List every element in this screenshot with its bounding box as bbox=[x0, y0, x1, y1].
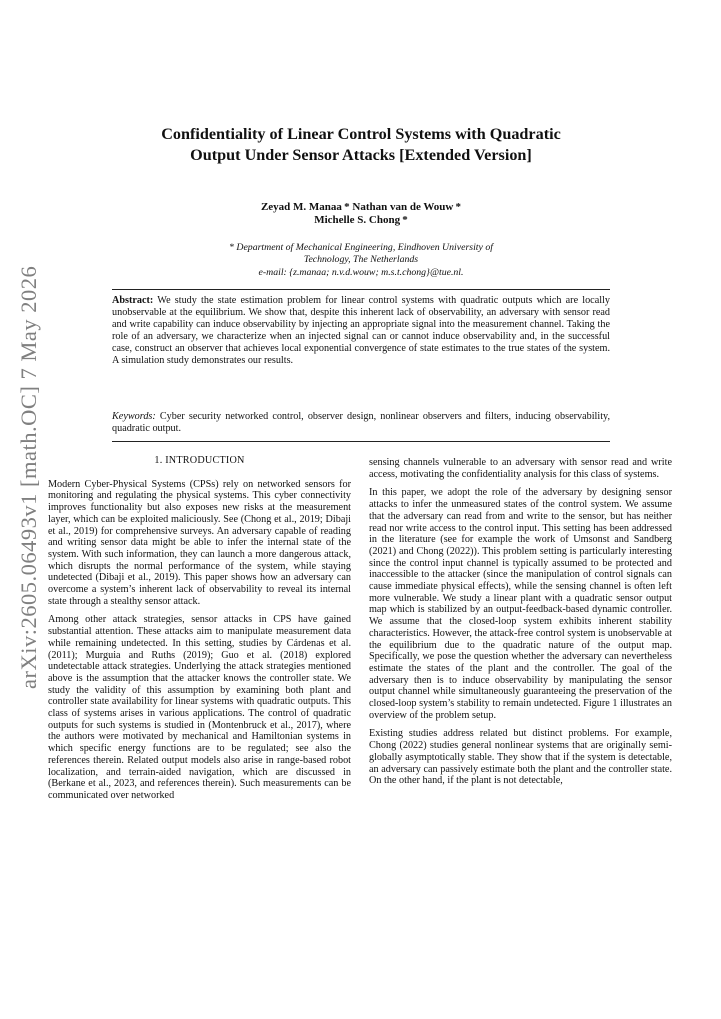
paragraph: Existing studies address related but distinct problems. For example, Chong (2022) studies general nonlinear systems that are originally semi-globally asymptotically stable. They show that if the system is detectable, an adversary can passively estimate both the plant and the controller state. On the other hand, if the plant is not detectable, bbox=[369, 728, 672, 787]
abstract-text: We study the state estimation problem for linear control systems with quadratic outputs which are locally unobservable at the equilibrium. We show that, despite this inherent lack of observability, an adversary with sensor read and write capability can induce observability by injecting an appropriate signal into the measurement channel. Taking the role of an adversary, we characterize when an injected signal can or cannot induce observability and, in the successful case, construct an observer that achieves local exponential convergence of state estimates to the true states of the system. A simulation study demonstrates our results. bbox=[112, 295, 610, 367]
abstract-top-rule bbox=[112, 289, 610, 290]
affiliation-line: Technology, The Netherlands bbox=[303, 254, 419, 266]
right-column bbox=[369, 457, 672, 794]
affiliation-email: e-mail: {z.manaa; n.v.d.wouw; m.s.t.chong}@tue.nl. bbox=[258, 266, 464, 278]
paper-title: Confidentiality of Linear Control Systems with Quadratic Output Under Sensor Attacks [Extended Version] bbox=[161, 125, 561, 164]
left-column bbox=[48, 455, 351, 809]
keywords-label: Keywords: bbox=[112, 411, 156, 422]
author-line: Michelle S. Chong * bbox=[314, 214, 408, 226]
paragraph: Among other attack strategies, sensor attacks in CPS have gained substantial attention. These attacks aim to manipulate measurement data while remaining undetected. In this setting, studies by Cárdenas et al. (2011); Murguia and Ruths (2019); Guo et al. (2018) explored undetectable attack strategies. Underlying the attack strategies mentioned above is the assumption that the attacker knows the controller state. We study the validity of this assumption by examining both plant and controller state availability for linear systems with quadratic outputs. This class of systems arises in various applications. The control of quadratic outputs for such systems is studied in (Montenbruck et al., 2017), where the authors were motivated by mechanical and Hamiltonian systems in which specific energy functions are to be regulated; see also the references therein. Related output models also arise in range-based robot localization, and terrain-aided navigation, which are discussed in (Berkane et al., 2023, and references therein). Such measurements can be communicated over networked bbox=[48, 614, 351, 801]
paragraph: In this paper, we adopt the role of the adversary by designing sensor attacks to infer the unmeasured states of the control system. We assume that the adversary can read from and write to the sensor, but has neither read nor write access to the control input. This setting has been addressed in the literature (see for example the work of Umsonst and Sandberg (2021) and Chong (2022)). This problem setting is particularly interesting since the control input channel is typically assumed to be protected and inaccessible to the attacker (since the manipulation of control signals can cause immediate physical effects), while the sensing channel is often left more vulnerable. We study a linear plant with a quadratic sensor output map which is stabilized by an output-feedback-based dynamic controller. We assume that the closed-loop system exhibits inherent stability characteristics. However, the attack-free control system is unobservable at the equilibrium due to the quadratic nature of the output map. Specifically, we pose the question whether the adversary can nevertheless estimate the states of the plant and the controller. The goal of the adversary then is to induce observability by manipulating the sensor output channel while simultaneously guaranteeing the preservation of the closed-loop system’s stability to remain undetected. Figure 1 illustrates an overview of the problem setup. bbox=[369, 487, 672, 721]
paragraph: Modern Cyber-Physical Systems (CPSs) rely on networked sensors for monitoring and regulating the physical systems. This cyber connectivity improves functionality but also exposes new risks at the measurement layer, which can be exploited maliciously. See (Chong et al., 2019; Dibaji et al., 2019) for comprehensive surveys. An adversary capable of reading and writing sensor data might be able to infer the internal state of the system. With such information, they can launch a more dangerous attack, which disrupts the normal performance of the system, while staying undetected (Dibaji et al., 2019). This paper shows how an adversary can overcome a system’s inherent lack of observability to reveal its internal state through a stealthy sensor attack. bbox=[48, 478, 351, 607]
arxiv-identifier-stamp: arXiv:2605.06493v1 [math.OC] 7 May 2026 bbox=[16, 265, 41, 689]
keywords bbox=[112, 411, 610, 435]
paragraph: sensing channels vulnerable to an adversary with sensor read and write access, motivating the confidentiality analysis for this class of systems. bbox=[369, 457, 672, 480]
affiliation bbox=[170, 242, 552, 279]
keywords-text: Cyber security networked control, observer design, nonlinear observers and filters, inducing observability, quadratic output. bbox=[112, 411, 610, 435]
author-list bbox=[160, 201, 562, 227]
section-heading: 1. INTRODUCTION bbox=[154, 455, 245, 466]
abstract bbox=[112, 295, 610, 368]
abstract-label: Abstract: bbox=[112, 295, 154, 306]
author-line: Zeyad M. Manaa * Nathan van de Wouw * bbox=[260, 201, 462, 213]
abstract-bottom-rule bbox=[112, 441, 610, 442]
affiliation-line: * Department of Mechanical Engineering, Eindhoven University of bbox=[229, 242, 493, 253]
